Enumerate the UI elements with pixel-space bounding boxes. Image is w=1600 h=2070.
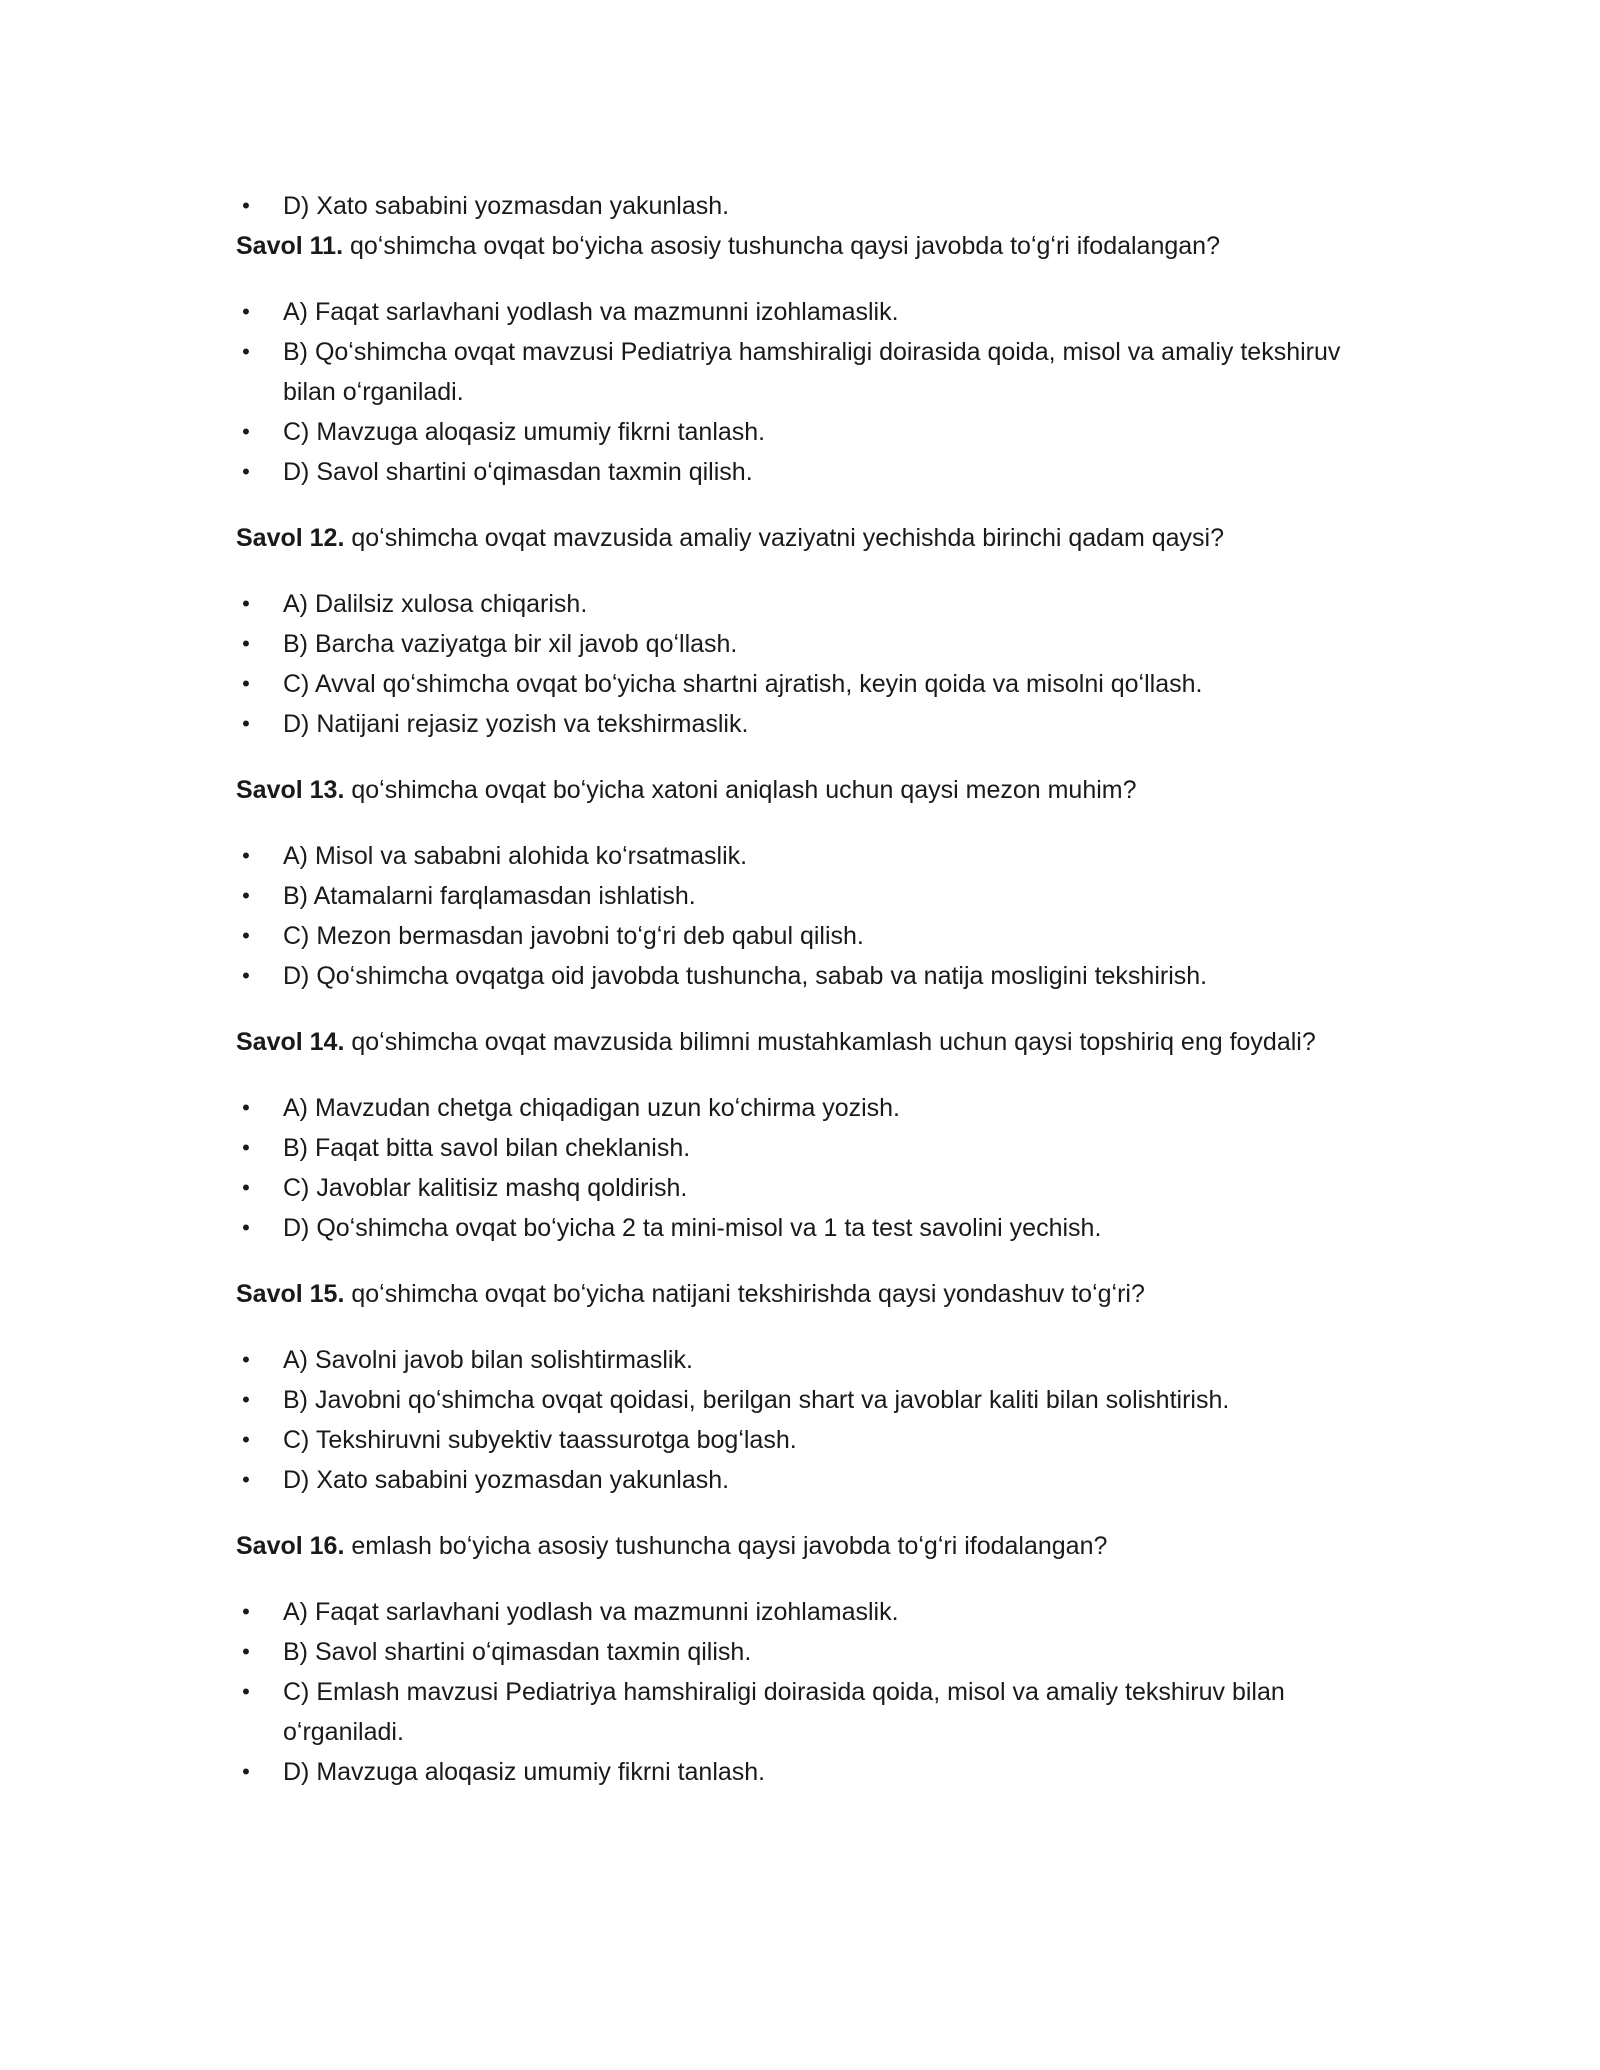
question-block (236, 226, 1346, 492)
option-item (236, 1168, 1346, 1208)
bullet-icon: • (242, 459, 250, 484)
bullet-icon: • (242, 193, 250, 218)
option-text: B) Javobni qoʻshimcha ovqat qoidasi, berilgan shart va javoblar kaliti bilan solishtirish. (283, 1386, 1230, 1414)
option-item (236, 664, 1346, 704)
question-text (236, 1274, 1346, 1314)
option-list (236, 584, 1346, 744)
option-text: D) Qoʻshimcha ovqatga oid javobda tushuncha, sabab va natija mosligini tekshirish. (283, 962, 1208, 990)
option-list (236, 1088, 1346, 1248)
option-item (236, 704, 1346, 744)
question-body: qoʻshimcha ovqat boʻyicha xatoni aniqlash uchun qaysi mezon muhim? (344, 776, 1137, 804)
bullet-icon: • (242, 1347, 250, 1372)
question-body: emlash boʻyicha asosiy tushuncha qaysi javobda toʻgʻri ifodalangan? (344, 1532, 1108, 1560)
option-text: D) Mavzuga aloqasiz umumiy fikrni tanlash. (283, 1758, 766, 1786)
option-item (236, 1592, 1346, 1632)
question-block (236, 1022, 1346, 1248)
option-text: B) Barcha vaziyatga bir xil javob qoʻllash. (283, 630, 738, 658)
bullet-icon: • (242, 299, 250, 324)
option-item (236, 916, 1346, 956)
option-text: D) Xato sababini yozmasdan yakunlash. (283, 1466, 730, 1494)
bullet-icon: • (242, 631, 250, 656)
option-text: C) Avval qoʻshimcha ovqat boʻyicha shartni ajratish, keyin qoida va misolni qoʻllash. (283, 670, 1203, 698)
question-label: Savol 12. (236, 524, 345, 552)
option-item (236, 1208, 1346, 1248)
option-text: B) Qoʻshimcha ovqat mavzusi Pediatriya hamshiraligi doirasida qoida, misol va amaliy tekshiruv bilan oʻrganiladi. (283, 338, 1341, 406)
bullet-icon: • (242, 419, 250, 444)
option-text: A) Faqat sarlavhani yodlash va mazmunni izohlamaslik. (283, 1598, 899, 1626)
option-item (236, 836, 1346, 876)
question-text (236, 518, 1346, 558)
question-label: Savol 16. (236, 1532, 345, 1560)
option-text: C) Mavzuga aloqasiz umumiy fikrni tanlash. (283, 418, 766, 446)
question-body: qoʻshimcha ovqat boʻyicha natijani tekshirishda qaysi yondashuv toʻgʻri? (344, 1280, 1145, 1308)
question-label: Savol 11. (236, 232, 344, 260)
question-label: Savol 15. (236, 1280, 345, 1308)
option-text: D) Natijani rejasiz yozish va tekshirmaslik. (283, 710, 749, 738)
document-body (236, 186, 1346, 1818)
bullet-icon: • (242, 963, 250, 988)
question-text (236, 1526, 1346, 1566)
question-label: Savol 14. (236, 1028, 345, 1056)
option-text: A) Mavzudan chetga chiqadigan uzun koʻchirma yozish. (283, 1094, 901, 1122)
question-text (236, 1022, 1346, 1062)
bullet-icon: • (242, 1427, 250, 1452)
bullet-icon: • (242, 1175, 250, 1200)
option-item (236, 1340, 1346, 1380)
bullet-icon: • (242, 1639, 250, 1664)
option-item (236, 332, 1346, 412)
option-text: C) Tekshiruvni subyektiv taassurotga bogʻlash. (283, 1426, 797, 1454)
option-item (236, 186, 1346, 226)
option-text: A) Misol va sababni alohida koʻrsatmaslik. (283, 842, 748, 870)
option-text: A) Faqat sarlavhani yodlash va mazmunni izohlamaslik. (283, 298, 899, 326)
bullet-icon: • (242, 883, 250, 908)
question-label: Savol 13. (236, 776, 345, 804)
option-item (236, 956, 1346, 996)
bullet-icon: • (242, 1387, 250, 1412)
option-item (236, 1460, 1346, 1500)
option-text: C) Mezon bermasdan javobni toʻgʻri deb qabul qilish. (283, 922, 864, 950)
option-text: B) Savol shartini oʻqimasdan taxmin qilish. (283, 1638, 752, 1666)
option-item (236, 1128, 1346, 1168)
option-text: C) Javoblar kalitisiz mashq qoldirish. (283, 1174, 688, 1202)
bullet-icon: • (242, 1215, 250, 1240)
option-item (236, 412, 1346, 452)
question-block (236, 1526, 1346, 1792)
option-item (236, 584, 1346, 624)
option-item (236, 452, 1346, 492)
option-list (236, 1340, 1346, 1500)
option-text: B) Atamalarni farqlamasdan ishlatish. (283, 882, 696, 910)
option-text: B) Faqat bitta savol bilan cheklanish. (283, 1134, 691, 1162)
bullet-icon: • (242, 1135, 250, 1160)
bullet-icon: • (242, 711, 250, 736)
bullet-icon: • (242, 1679, 250, 1704)
question-text (236, 770, 1346, 810)
bullet-icon: • (242, 843, 250, 868)
bullet-icon: • (242, 1467, 250, 1492)
bullet-icon: • (242, 1599, 250, 1624)
question-block (236, 770, 1346, 996)
bullet-icon: • (242, 671, 250, 696)
option-text: C) Emlash mavzusi Pediatriya hamshiraligi doirasida qoida, misol va amaliy tekshiruv bilan oʻrganiladi. (283, 1678, 1285, 1746)
question-body: qoʻshimcha ovqat mavzusida amaliy vaziyatni yechishda birinchi qadam qaysi? (344, 524, 1225, 552)
option-text: A) Dalilsiz xulosa chiqarish. (283, 590, 588, 618)
option-item (236, 1672, 1346, 1752)
option-list (236, 836, 1346, 996)
leading-option-list (236, 186, 1346, 226)
bullet-icon: • (242, 1095, 250, 1120)
question-block (236, 1274, 1346, 1500)
question-body: qoʻshimcha ovqat boʻyicha asosiy tushuncha qaysi javobda toʻgʻri ifodalangan? (343, 232, 1220, 260)
option-item (236, 1752, 1346, 1792)
option-list (236, 1592, 1346, 1792)
option-item (236, 1088, 1346, 1128)
option-text: D) Xato sababini yozmasdan yakunlash. (283, 192, 730, 220)
bullet-icon: • (242, 591, 250, 616)
question-text (236, 226, 1346, 266)
bullet-icon: • (242, 339, 250, 364)
option-item (236, 624, 1346, 664)
bullet-icon: • (242, 923, 250, 948)
option-text: D) Savol shartini oʻqimasdan taxmin qilish. (283, 458, 753, 486)
option-item (236, 876, 1346, 916)
option-item (236, 1380, 1346, 1420)
option-text: A) Savolni javob bilan solishtirmaslik. (283, 1346, 693, 1374)
question-body: qoʻshimcha ovqat mavzusida bilimni mustahkamlash uchun qaysi topshiriq eng foydali? (344, 1028, 1316, 1056)
option-item (236, 1420, 1346, 1460)
option-text: D) Qoʻshimcha ovqat boʻyicha 2 ta mini-misol va 1 ta test savolini yechish. (283, 1214, 1102, 1242)
option-item (236, 1632, 1346, 1672)
option-item (236, 292, 1346, 332)
question-block (236, 518, 1346, 744)
option-list (236, 292, 1346, 492)
bullet-icon: • (242, 1759, 250, 1784)
